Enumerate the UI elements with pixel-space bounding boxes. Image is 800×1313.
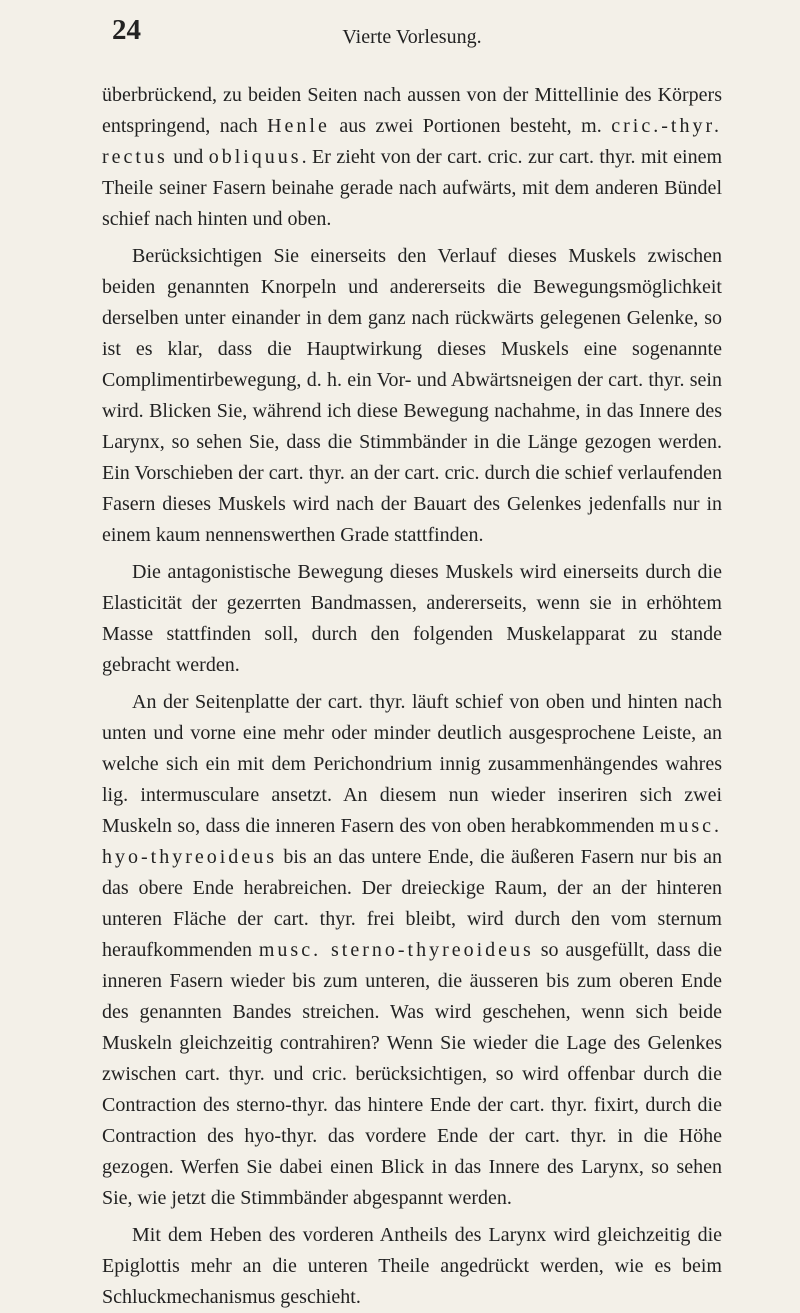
paragraph — [102, 557, 722, 681]
paragraph — [102, 241, 722, 551]
text-run: und — [167, 146, 209, 168]
text-run: überbrückend, zu beiden Seiten nach aussen von der Mittellinie des Körpers entspringend, nach — [102, 84, 722, 137]
paragraph — [102, 687, 722, 1214]
spaced-term: musc. sterno-thyreoideus — [258, 939, 534, 961]
running-head: Vierte Vorlesung. — [342, 26, 482, 48]
text-run: so ausgefüllt, dass die inneren Fasern wieder bis zum unteren, die äusseren bis zum oberen Ende des genannten Bandes streichen. Was wird geschehen, wenn sich beide Muskeln gleichzeitig contrahiren? Wenn Sie wieder die Lage des Gelenkes zwischen cart. thyr. und cric. berücksichtigen, so wird offenbar durch die Contraction des sterno-thyr. das hintere Ende der cart. thyr. fixirt, durch die Contraction des hyo-thyr. das vordere Ende der cart. thyr. in die Höhe gezogen. Werfen Sie dabei einen Blick in das Innere des Larynx, so sehen Sie, wie jetzt die Stimmbänder abgespannt werden. — [102, 939, 722, 1209]
page-header — [102, 0, 722, 60]
text-run: . Er zieht von der cart. cric. zur cart. thyr. mit einem Theile seiner Fasern beinahe gerade nach aufwärts, mit dem anderen Bündel schief nach hinten und oben. — [102, 146, 722, 230]
text-run: Die antagonistische Bewegung dieses Muskels wird einerseits durch die Elasticität der gezerrten Bandmassen, andererseits, wenn sie in erhöhtem Masse stattfinden soll, durch den folgenden Muskelapparat zu stande gebracht werden. — [102, 561, 722, 676]
spaced-term: cric.-thyr. rectus — [102, 115, 722, 168]
text-run: bis an das untere Ende, die äußeren Fasern nur bis an das obere Ende herabreichen. Der dreieckige Raum, der an der hinteren unteren Fläche der cart. thyr. frei bleibt, wird durch den vom sternum heraufkommenden — [102, 846, 722, 961]
paragraph — [102, 1220, 722, 1313]
text-run: aus zwei Portionen besteht, m. — [329, 115, 612, 137]
text-run: An der Seitenplatte der cart. thyr. läuft schief von oben und hinten nach unten und vorne eine mehr oder minder deutlich ausgesprochene Leiste, an welche sich ein mit dem Perichondrium innig zusammenhängendes wahres lig. intermusculare ansetzt. An diesem nun wieder inseriren sich zwei Muskeln so, dass die inneren Fasern des von oben herabkommenden — [102, 691, 722, 837]
text-run: Mit dem Heben des vorderen Antheils des Larynx wird gleichzeitig die Epiglottis mehr an die unteren Theile angedrückt werden, wie es beim Schluckmechanismus geschieht. — [102, 1224, 722, 1308]
spaced-term: Henle — [267, 115, 330, 137]
paragraph — [102, 80, 722, 235]
page-body — [102, 80, 722, 1313]
spaced-term: musc. hyo-thyreoideus — [102, 815, 722, 868]
spaced-term: obliquus — [208, 146, 302, 168]
page-number: 24 — [112, 14, 141, 46]
text-run: Berücksichtigen Sie einerseits den Verlauf dieses Muskels zwischen beiden genannten Knorpeln und andererseits die Bewegungsmöglichkeit derselben unter einander in dem ganz nach rückwärts gelegenen Gelenke, so ist es klar, dass die Hauptwirkung dieses Muskels eine sogenannte Complimentirbewegung, d. h. ein Vor- und Abwärtsneigen der cart. thyr. sein wird. Blicken Sie, während ich diese Bewegung nachahme, in das Innere des Larynx, so sehen Sie, dass die Stimmbänder in die Länge gezogen werden. Ein Vorschieben der cart. thyr. an der cart. cric. durch die schief verlaufenden Fasern dieses Muskels wird nach der Bauart des Gelenkes jedenfalls nur in einem kaum nennenswerthen Grade stattfinden. — [102, 245, 722, 546]
